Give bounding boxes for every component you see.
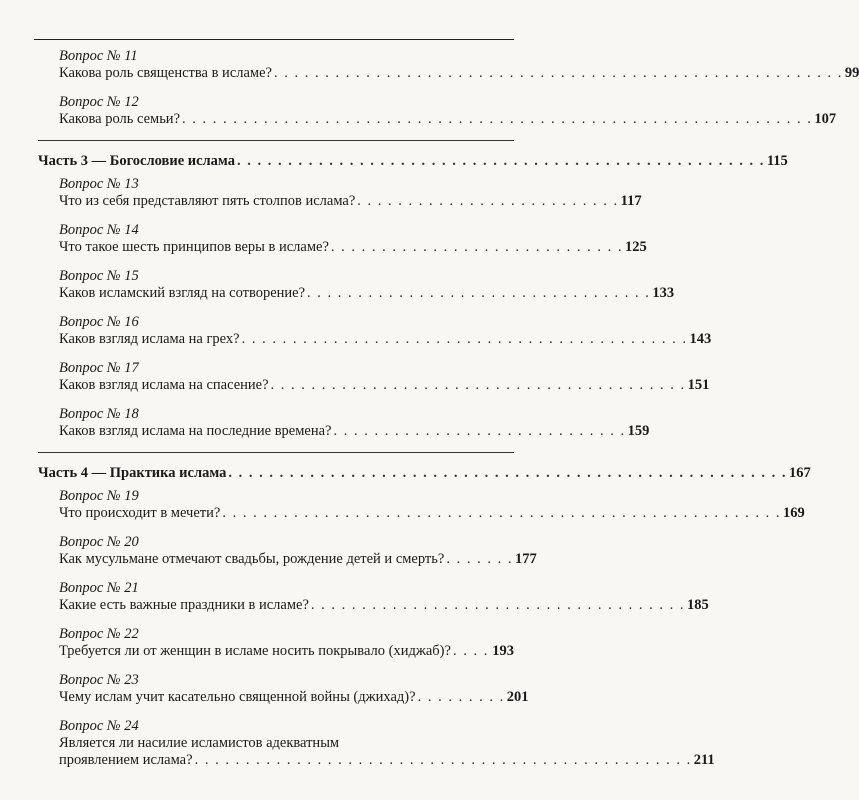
question-title: Вопрос № 21 bbox=[59, 580, 139, 596]
page-number: 169 bbox=[782, 505, 805, 521]
question-title: Вопрос № 24 bbox=[59, 718, 139, 734]
dot-leader: . . . . . . . . . . . . . . . . . . . . . . . . . . . . . . . . . . . . . . . . . . . . . . . . . bbox=[194, 752, 692, 768]
question-title: Вопрос № 18 bbox=[59, 406, 139, 422]
entry-text-line-1: Является ли насилие исламистов адекватным bbox=[59, 735, 340, 751]
toc-entry[interactable] bbox=[59, 111, 837, 128]
dot-leader: . . . . . . . bbox=[446, 551, 513, 567]
page-number: 167 bbox=[789, 465, 811, 481]
page-number: 115 bbox=[766, 153, 788, 169]
toc-entry[interactable] bbox=[59, 505, 805, 522]
entry-text: Каков взгляд ислама на последние времена? bbox=[59, 423, 332, 439]
dot-leader: . . . . . . . . . . . . . . . . . . . . . . . . . . . . . . . . . . . . . . . . . . . . . . . . . . . . . . . bbox=[228, 465, 788, 481]
toc-entry[interactable] bbox=[59, 377, 710, 394]
top-rule bbox=[34, 39, 514, 40]
question-title: Вопрос № 23 bbox=[59, 672, 139, 688]
dot-leader: . . . . . . . . . . . . . . . . . . . . . . . . . . . . . . . . . . . . . . . . . . . . . . . . . . . . . . . . bbox=[273, 65, 843, 81]
toc-entry[interactable] bbox=[59, 689, 529, 706]
toc-entry[interactable] bbox=[59, 193, 642, 210]
entry-text: Каков взгляд ислама на грех? bbox=[59, 331, 240, 347]
question-title: Вопрос № 22 bbox=[59, 626, 139, 642]
dot-leader: . . . . . . . . . . . . . . . . . . . . . . . . . . . . . . . . . . . . . . . . . . . . . . . . . . . . . . . bbox=[222, 505, 781, 521]
section-divider bbox=[38, 452, 514, 453]
entry-text: Чему ислам учит касательно священной войны (джихад)? bbox=[59, 689, 416, 705]
toc-entry[interactable] bbox=[59, 285, 675, 302]
toc-entry[interactable] bbox=[59, 643, 514, 660]
entry-text-line-2: проявлением ислама? bbox=[59, 752, 193, 768]
question-title: Вопрос № 16 bbox=[59, 314, 139, 330]
page-number: 193 bbox=[492, 643, 514, 659]
dot-leader: . . . . . . . . . . . . . . . . . . . . . . . . . . . . . . . . . . . . . bbox=[310, 597, 686, 613]
question-title: Вопрос № 15 bbox=[59, 268, 139, 284]
part-heading[interactable] bbox=[38, 153, 788, 170]
entry-text: Какова роль священства в исламе? bbox=[59, 65, 272, 81]
question-title: Вопрос № 19 bbox=[59, 488, 139, 504]
page-number: 107 bbox=[814, 111, 837, 127]
page-number: 133 bbox=[652, 285, 675, 301]
dot-leader: . . . . . . . . . . . . . . . . . . . . . . . . . . . . . . . . . . . . . . . . . . . . . . . . . . . . bbox=[236, 153, 765, 169]
toc-entry[interactable] bbox=[59, 331, 712, 348]
toc-entry[interactable] bbox=[59, 551, 537, 568]
dot-leader: . . . . . . . . . . . . . . . . . . . . . . . . . . . . . . . . . . . . . . . . . . . . . . . . . . . . . . . . . . . . . . bbox=[182, 111, 813, 127]
dot-leader: . . . . . . . . . . . . . . . . . . . . . . . . . . . . . . . . . . . . . . . . . . . . bbox=[241, 331, 688, 347]
toc-entry[interactable] bbox=[59, 65, 859, 82]
toc-entry[interactable] bbox=[59, 423, 650, 440]
page-number: 177 bbox=[514, 551, 537, 567]
part-heading[interactable] bbox=[38, 465, 811, 482]
toc-entry[interactable] bbox=[38, 735, 715, 769]
dot-leader: . . . . . . . . . . . . . . . . . . . . . . . . . . . . . . . . . . bbox=[307, 285, 651, 301]
page-number: 143 bbox=[689, 331, 712, 347]
question-title: Вопрос № 13 bbox=[59, 176, 139, 192]
entry-text: Что из себя представляют пять столпов ислама? bbox=[59, 193, 356, 209]
entry-text: Что происходит в мечети? bbox=[59, 505, 221, 521]
dot-leader: . . . . . . . . . . . . . . . . . . . . . . . . . . . . . bbox=[330, 239, 624, 255]
page-number: 211 bbox=[693, 752, 715, 768]
question-title: Вопрос № 20 bbox=[59, 534, 139, 550]
entry-text: Что такое шесть принципов веры в исламе? bbox=[59, 239, 329, 255]
table-of-contents bbox=[38, 48, 859, 769]
page-number: 125 bbox=[625, 239, 647, 255]
entry-text: Каков взгляд ислама на спасение? bbox=[59, 377, 269, 393]
page-number: 117 bbox=[620, 193, 642, 209]
toc-entry[interactable] bbox=[59, 239, 647, 256]
dot-leader: . . . . bbox=[452, 643, 489, 659]
page-number: 99 bbox=[844, 65, 859, 81]
entry-text: Какие есть важные праздники в исламе? bbox=[59, 597, 309, 613]
entry-text: Требуется ли от женщин в исламе носить покрывало (хиджаб)? bbox=[59, 643, 451, 659]
entry-text: Как мусульмане отмечают свадьбы, рождение детей и смерть? bbox=[59, 551, 445, 567]
page-number: 159 bbox=[627, 423, 650, 439]
question-title: Вопрос № 14 bbox=[59, 222, 139, 238]
dot-leader: . . . . . . . . . . . . . . . . . . . . . . . . . . . . . bbox=[333, 423, 626, 439]
entry-text: Каков исламский взгляд на сотворение? bbox=[59, 285, 306, 301]
toc-entry[interactable] bbox=[59, 597, 709, 614]
page-number: 201 bbox=[506, 689, 529, 705]
dot-leader: . . . . . . . . . . . . . . . . . . . . . . . . . . . . . . . . . . . . . . . . . bbox=[270, 377, 686, 393]
question-title: Вопрос № 12 bbox=[59, 94, 139, 110]
section-divider bbox=[38, 140, 514, 141]
entry-text: Какова роль семьи? bbox=[59, 111, 181, 127]
page-number: 185 bbox=[687, 597, 709, 613]
page-number: 151 bbox=[687, 377, 710, 393]
part-title: Часть 3 — Богословие ислама bbox=[38, 153, 235, 169]
dot-leader: . . . . . . . . . bbox=[417, 689, 505, 705]
dot-leader: . . . . . . . . . . . . . . . . . . . . . . . . . . bbox=[357, 193, 619, 209]
part-title: Часть 4 — Практика ислама bbox=[38, 465, 227, 481]
question-title: Вопрос № 17 bbox=[59, 360, 139, 376]
question-title: Вопрос № 11 bbox=[59, 48, 138, 64]
